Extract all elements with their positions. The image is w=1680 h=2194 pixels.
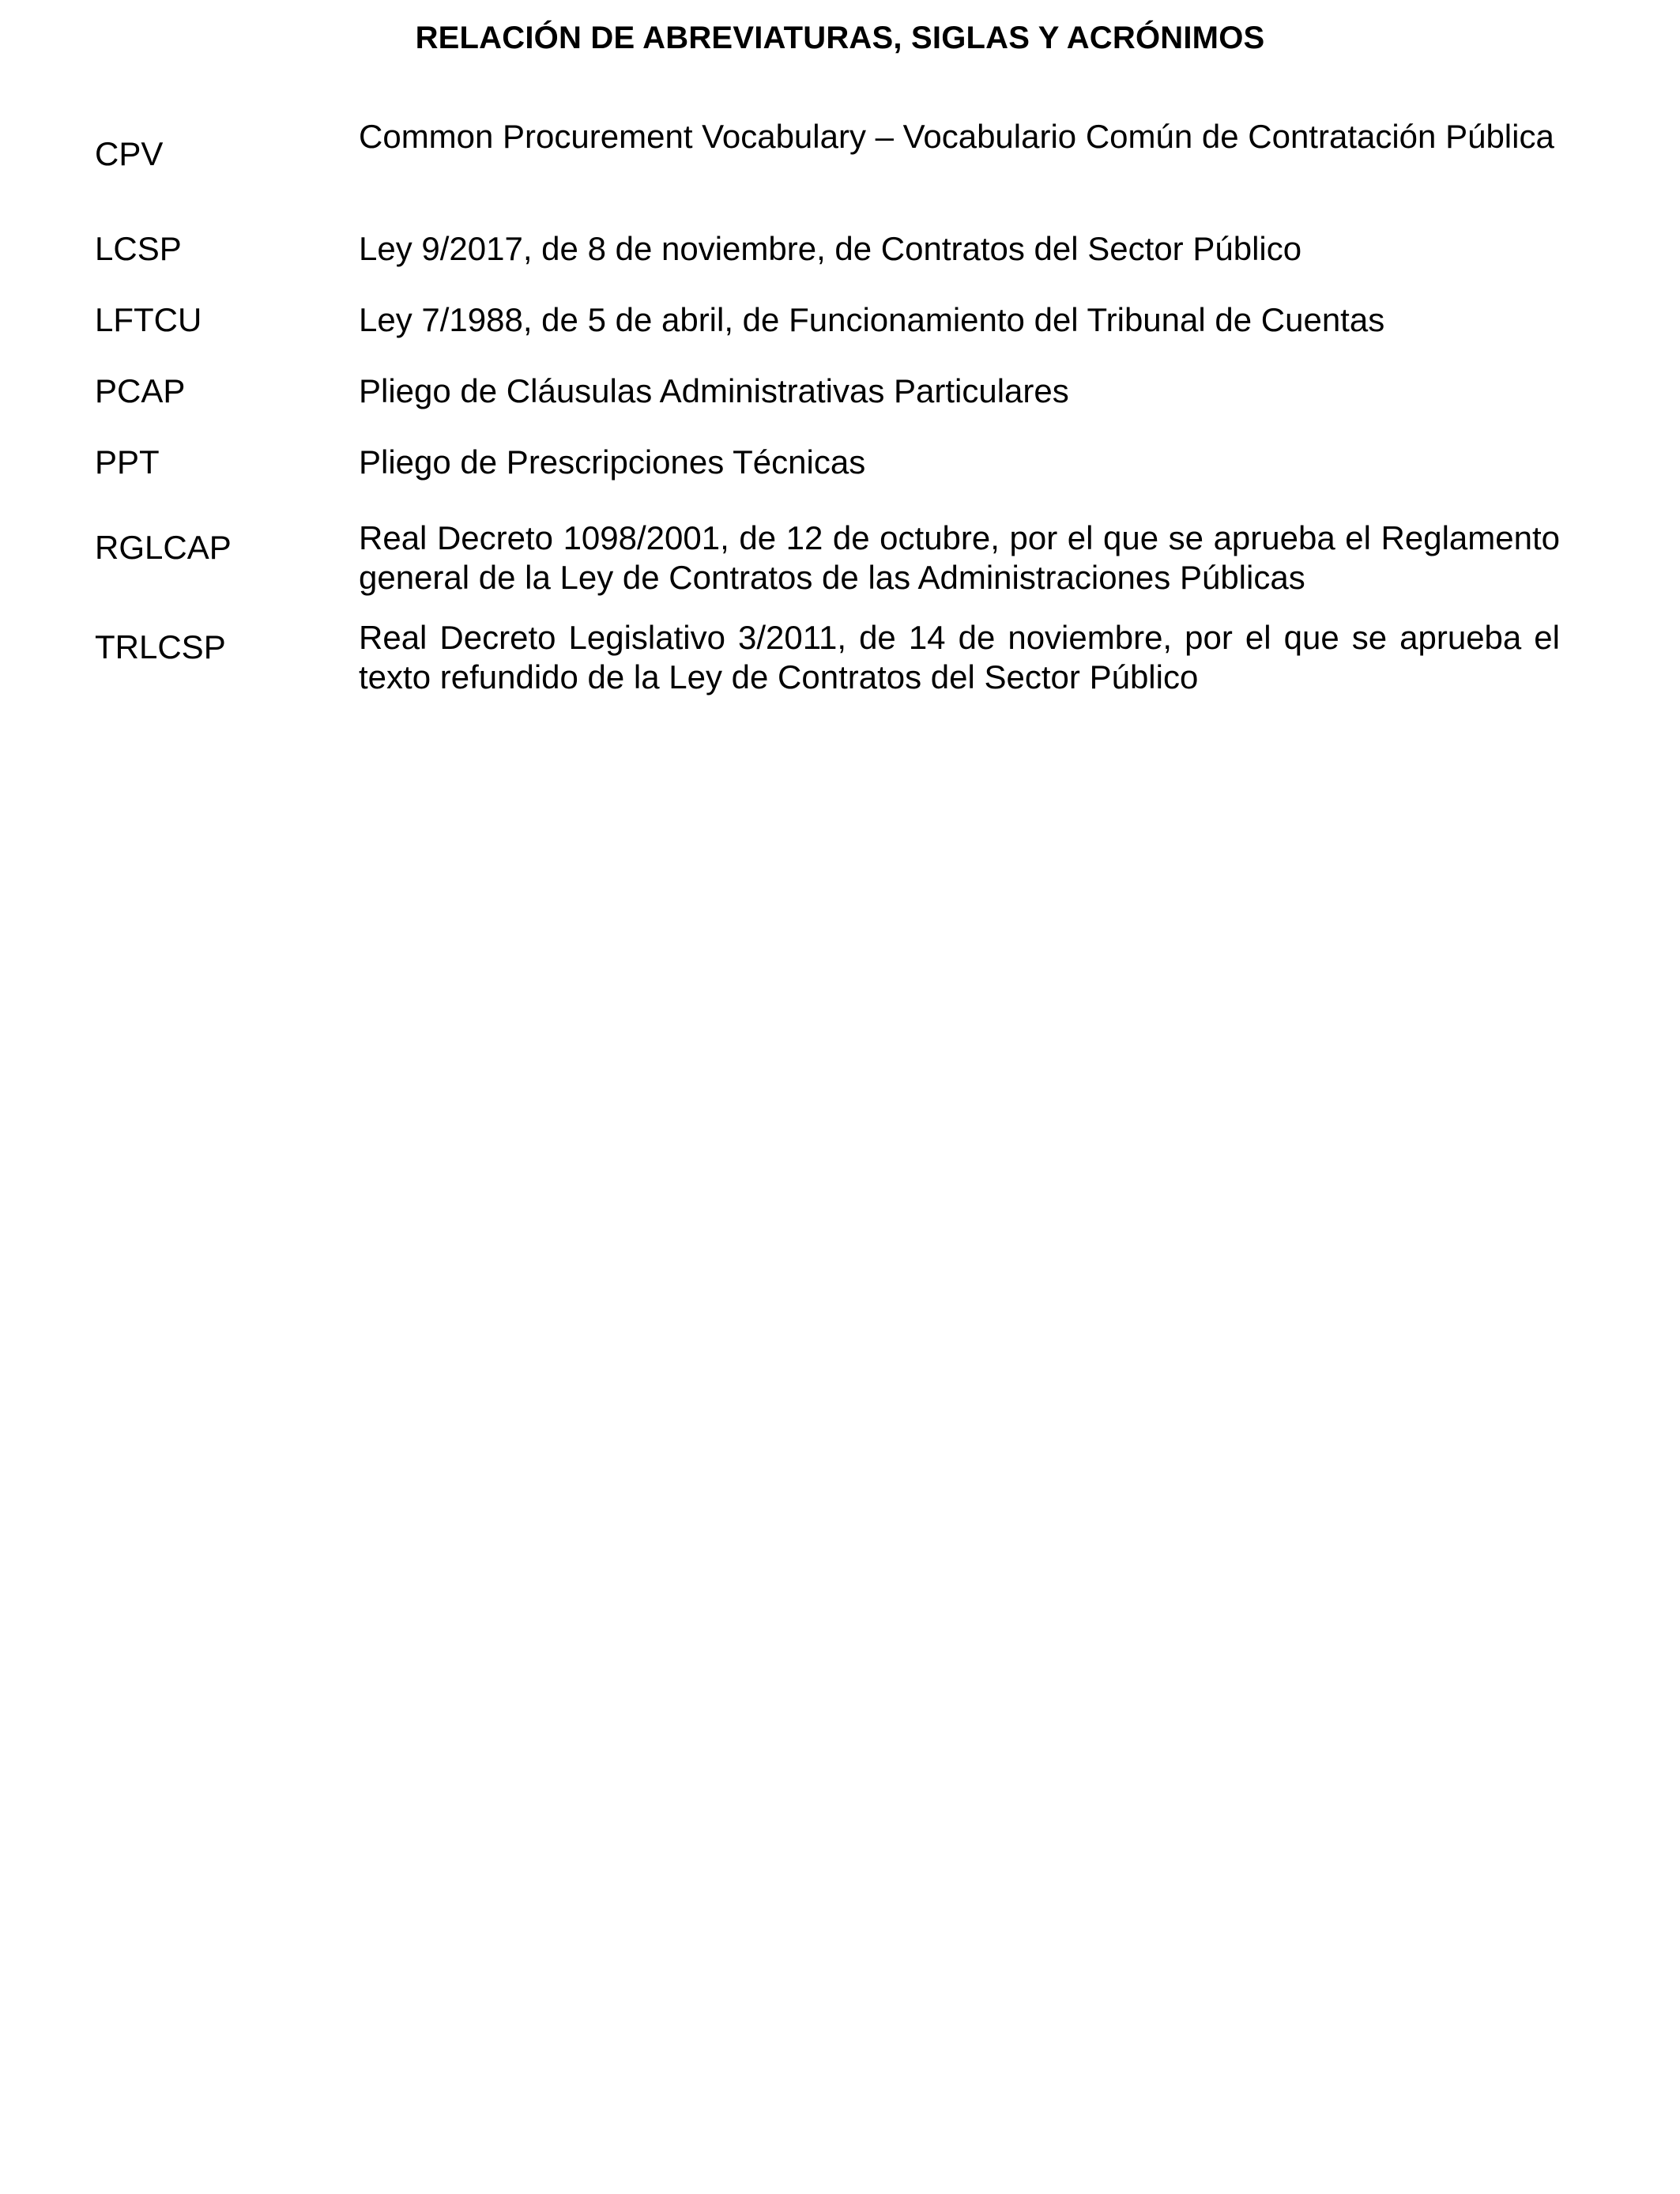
abbreviation-term: RGLCAP bbox=[95, 529, 232, 566]
abbreviation-term: LCSP bbox=[95, 230, 182, 267]
abbreviation-definition: Ley 9/2017, de 8 de noviembre, de Contratos del Sector Público bbox=[359, 230, 1302, 267]
abbreviation-term: LFTCU bbox=[95, 301, 202, 338]
abbreviation-definition: Ley 7/1988, de 5 de abril, de Funcionamiento del Tribunal de Cuentas bbox=[359, 301, 1385, 338]
page-title: RELACIÓN DE ABREVIATURAS, SIGLAS Y ACRÓNIMOS bbox=[415, 21, 1265, 55]
abbreviation-definition: Real Decreto Legislativo 3/2011, de 14 de noviembre, por el que se aprueba el texto refundido de la Ley de Contratos del Sector Público bbox=[359, 619, 1560, 696]
abbreviation-definition: Pliego de Prescripciones Técnicas bbox=[359, 443, 866, 481]
abbreviation-term: PPT bbox=[95, 443, 160, 481]
abbreviation-definition: Common Procurement Vocabulary – Vocabulario Común de Contratación Pública bbox=[359, 118, 1554, 155]
abbreviation-term: CPV bbox=[95, 135, 164, 172]
abbreviation-term: TRLCSP bbox=[95, 628, 226, 665]
abbreviation-term: PCAP bbox=[95, 372, 186, 409]
abbreviation-definition: Pliego de Cláusulas Administrativas Particulares bbox=[359, 372, 1069, 409]
abbreviation-definition: Real Decreto 1098/2001, de 12 de octubre, por el que se aprueba el Reglamento general de la Ley de Contratos de las Administraciones Públicas bbox=[359, 519, 1560, 596]
